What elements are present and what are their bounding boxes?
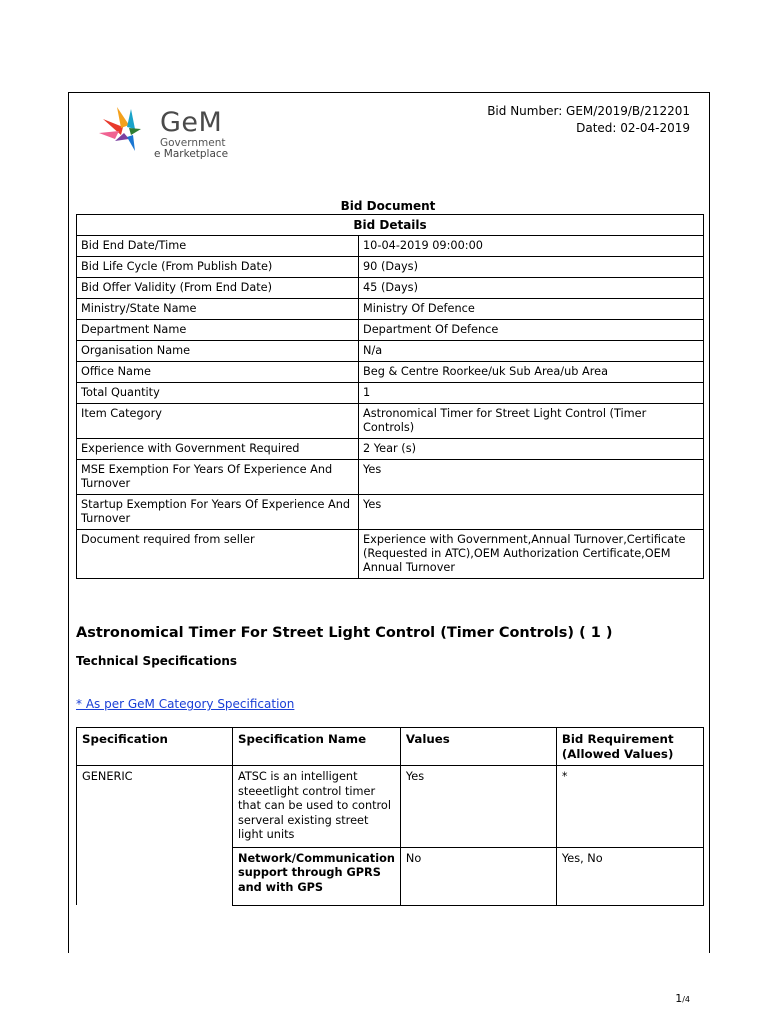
page-total: /4 — [682, 995, 690, 1004]
spec-requirement: Yes, No — [556, 847, 703, 905]
detail-value: N/a — [359, 341, 704, 362]
detail-value: 90 (Days) — [359, 257, 704, 278]
spec-value: Yes — [400, 766, 556, 848]
spec-header-row — [77, 728, 704, 766]
spec-header: Bid Requirement (Allowed Values) — [556, 728, 703, 766]
detail-key: Total Quantity — [77, 383, 359, 404]
logo-wordmark: GeM — [160, 107, 223, 138]
table-row — [77, 320, 704, 341]
detail-key: Bid Offer Validity (From End Date) — [77, 278, 359, 299]
table-row — [77, 362, 704, 383]
logo-subtitle-2: e Marketplace — [154, 148, 229, 160]
detail-key: Document required from seller — [77, 530, 359, 579]
detail-key: Item Category — [77, 404, 359, 439]
spec-header: Values — [400, 728, 556, 766]
detail-value: Ministry Of Defence — [359, 299, 704, 320]
document-title: Bid Document — [340, 199, 436, 213]
technical-specifications-heading: Technical Specifications — [76, 654, 238, 668]
table-row — [77, 383, 704, 404]
detail-key: Bid End Date/Time — [77, 236, 359, 257]
detail-key: Organisation Name — [77, 341, 359, 362]
bid-date: Dated: 02-04-2019 — [576, 121, 690, 135]
table-row — [77, 766, 704, 848]
detail-value: 1 — [359, 383, 704, 404]
detail-value: 2 Year (s) — [359, 439, 704, 460]
bid-details-header: Bid Details — [77, 215, 704, 236]
detail-key: MSE Exemption For Years Of Experience And Turnover — [77, 460, 359, 495]
bid-number: Bid Number: GEM/2019/B/212201 — [487, 104, 690, 118]
spec-table — [76, 727, 704, 906]
detail-value: 10-04-2019 09:00:00 — [359, 236, 704, 257]
detail-value: Yes — [359, 460, 704, 495]
table-row — [77, 278, 704, 299]
page-current: 1 — [675, 992, 683, 1005]
detail-key: Bid Life Cycle (From Publish Date) — [77, 257, 359, 278]
spec-requirement: * — [556, 766, 703, 848]
detail-value: Department Of Defence — [359, 320, 704, 341]
spec-name: ATSC is an intelligent steeetlight control timer that can be used to control serveral existing street light units — [233, 766, 401, 848]
detail-key: Experience with Government Required — [77, 439, 359, 460]
detail-value: Yes — [359, 495, 704, 530]
spec-value: No — [400, 847, 556, 905]
detail-key: Ministry/State Name — [77, 299, 359, 320]
table-row — [77, 530, 704, 579]
table-row — [77, 236, 704, 257]
item-title: Astronomical Timer For Street Light Control (Timer Controls) ( 1 ) — [76, 625, 613, 641]
spec-header: Specification Name — [233, 728, 401, 766]
logo-subtitle-1: Government — [160, 137, 226, 149]
spec-table-wrapper — [76, 727, 704, 915]
table-row — [77, 460, 704, 495]
table-row — [77, 341, 704, 362]
table-row — [77, 495, 704, 530]
spec-header: Specification — [77, 728, 233, 766]
detail-key: Department Name — [77, 320, 359, 341]
detail-key: Office Name — [77, 362, 359, 383]
page-number — [675, 992, 690, 1005]
table-row — [77, 299, 704, 320]
spec-name: Network/Communication support through GPRS and with GPS — [233, 847, 401, 905]
table-row — [77, 404, 704, 439]
bid-details-table — [76, 214, 704, 579]
table-row — [77, 257, 704, 278]
detail-value: Beg & Centre Roorkee/uk Sub Area/ub Area — [359, 362, 704, 383]
detail-key: Startup Exemption For Years Of Experience And Turnover — [77, 495, 359, 530]
bid-meta — [487, 103, 690, 137]
detail-value: Experience with Government,Annual Turnover,Certificate (Requested in ATC),OEM Authorization Certificate,OEM Annual Turnover — [359, 530, 704, 579]
table-row — [77, 439, 704, 460]
spec-group: GENERIC — [77, 766, 233, 906]
gem-category-spec-link[interactable]: * As per GeM Category Specification — [76, 697, 295, 711]
detail-value: Astronomical Timer for Street Light Control (Timer Controls) — [359, 404, 704, 439]
detail-value: 45 (Days) — [359, 278, 704, 299]
